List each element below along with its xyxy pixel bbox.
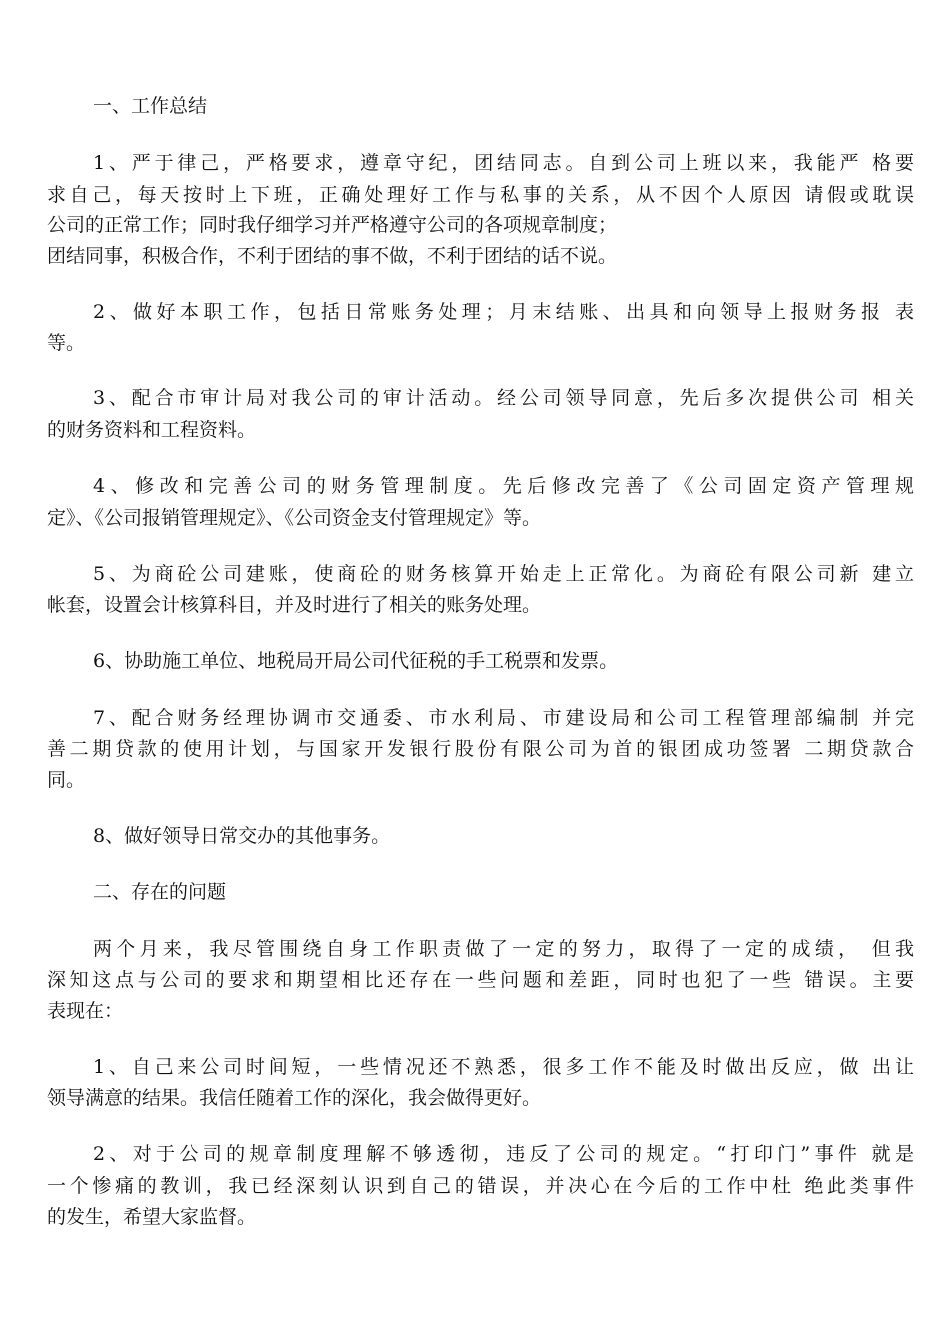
paragraph-3-line-2: 的财务资料和工程资料。 (47, 419, 257, 441)
paragraph-11-line-3: 的发生，希望大家监督。 (47, 1206, 257, 1228)
paragraph-5-line-2: 帐套，设置会计核算科目，并及时进行了相关的账务处理。 (47, 594, 542, 616)
paragraph-10-line-1: 1、自己来公司时间短，一些情况还不熟悉，很多工作不能及时做出反应，做 出让 (93, 1056, 914, 1078)
paragraph-4-line-2: 定》、《公司报销管理规定》、《公司资金支付管理规定》等。 (47, 507, 542, 529)
section-heading-problems: 二、存在的问题 (93, 881, 227, 903)
paragraph-6-line-1: 6、协助施工单位、地税局开局公司代征税的手工税票和发票。 (93, 650, 619, 672)
paragraph-4-line-1: 4、修改和完善公司的财务管理制度。先后修改完善了《公司固定资产管理规 (93, 475, 914, 497)
paragraph-1-line-3: 公司的正常工作；同时我仔细学习并严格遵守公司的各项规章制度； (47, 214, 618, 236)
section-heading-work-summary: 一、工作总结 (93, 95, 208, 117)
paragraph-8-line-1: 8、做好领导日常交办的其他事务。 (93, 825, 391, 847)
paragraph-9-line-2: 深知这点与公司的要求和期望相比还存在一些问题和差距，同时也犯了一些 错误。主要 (47, 969, 914, 991)
paragraph-2-line-2: 等。 (47, 332, 86, 354)
paragraph-11-line-1: 2、对于公司的规章制度理解不够透彻，违反了公司的规定。“打印门”事件 就是 (93, 1143, 914, 1165)
paragraph-5-line-1: 5、为商砼公司建账，使商砼的财务核算开始走上正常化。为商砼有限公司新 建立 (93, 563, 914, 585)
paragraph-2-line-1: 2、做好本职工作，包括日常账务处理；月末结账、出具和向领导上报财务报 表 (93, 301, 914, 323)
paragraph-1-line-4: 团结同事，积极合作，不利于团结的事不做，不利于团结的话不说。 (47, 245, 618, 267)
paragraph-1-line-2: 求自己，每天按时上下班，正确处理好工作与私事的关系，从不因个人原因 请假或耽误 (47, 184, 914, 206)
paragraph-10-line-2: 领导满意的结果。我信任随着工作的深化，我会做得更好。 (47, 1087, 542, 1109)
paragraph-9-line-1: 两个月来，我尽管围绕自身工作职责做了一定的努力，取得了一定的成绩， 但我 (93, 938, 914, 960)
paragraph-1-line-1: 1、严于律己，严格要求，遵章守纪，团结同志。自到公司上班以来，我能严 格要 (93, 152, 914, 174)
paragraph-7-line-1: 7、配合财务经理协调市交通委、市水利局、市建设局和公司工程管理部编制 并完 (93, 707, 914, 729)
paragraph-11-line-2: 一个惨痛的教训，我已经深刻认识到自己的错误，并决心在今后的工作中杜 绝此类事件 (47, 1175, 914, 1197)
paragraph-9-line-3: 表现在： (47, 1000, 124, 1022)
paragraph-7-line-3: 同。 (47, 769, 86, 791)
paragraph-7-line-2: 善二期贷款的使用计划，与国家开发银行股份有限公司为首的银团成功签署 二期贷款合 (47, 738, 914, 760)
paragraph-3-line-1: 3、配合市审计局对我公司的审计活动。经公司领导同意，先后多次提供公司 相关 (93, 387, 914, 409)
